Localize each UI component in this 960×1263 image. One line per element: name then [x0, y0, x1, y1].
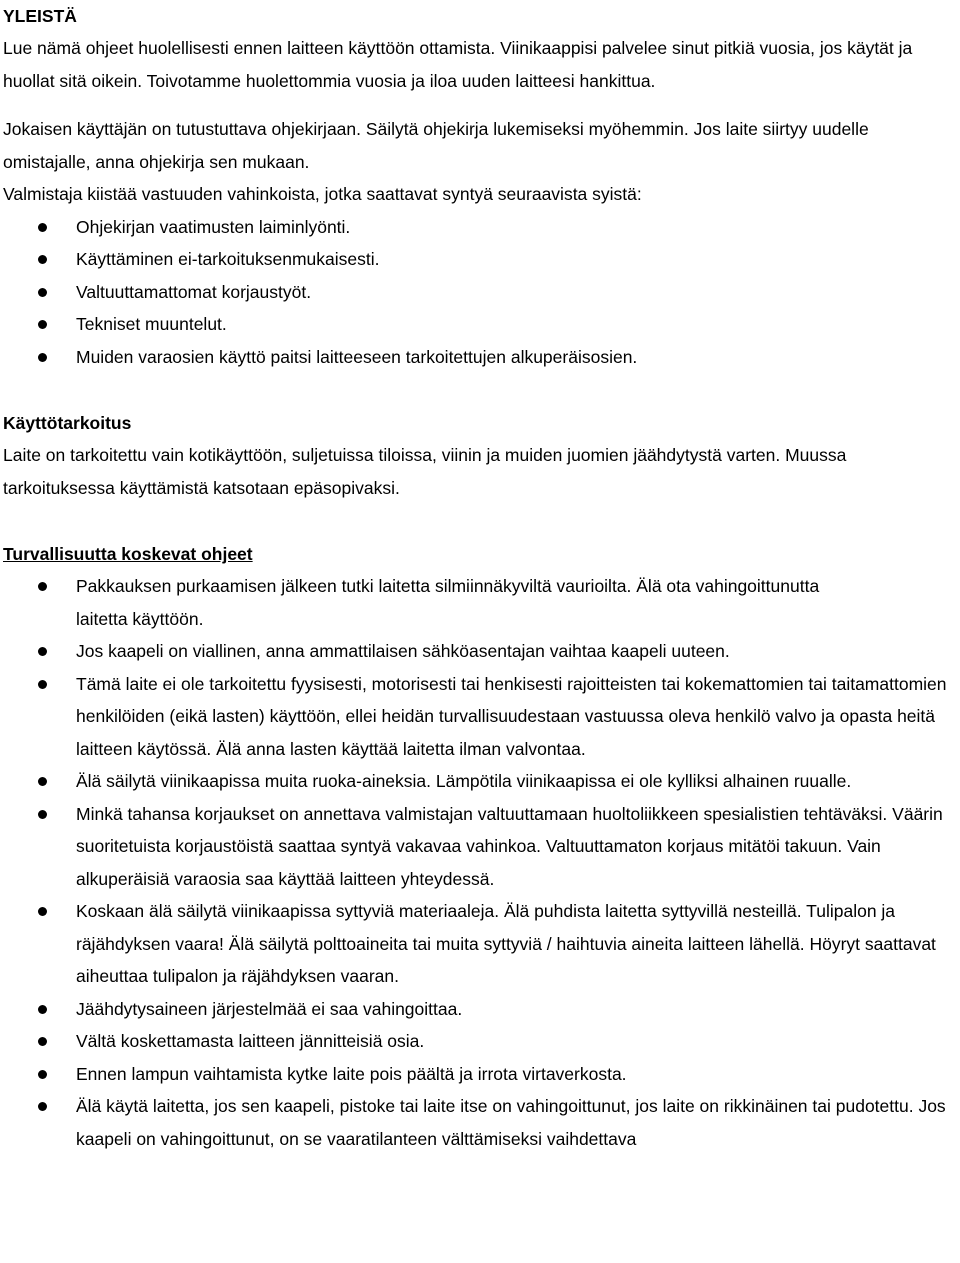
list-item: Koskaan älä säilytä viinikaapissa syttyviä materiaaleja. Älä puhdista laitetta syttyvillä nesteillä. Tulipalon ja räjähdyksen vaara! Älä säilytä polttoaineita tai muita syttyviä / haihtuvia aineita laitteen lähellä. Höyryt saattavat aiheuttaa tulipalon ja räjähdyksen vaaran.	[3, 895, 958, 993]
purpose-heading: Käyttötarkoitus	[3, 413, 132, 433]
list-item: Minkä tahansa korjaukset on annettava valmistajan valtuuttamaan huoltoliikkeen spesialistien tehtäväksi. Väärin suoritetuista korjaustöistä saattaa syntyä vakavaa vahinkoa. Valtuuttamaton korjaus mitätöi takuun. Vain alkuperäisiä varaosia saa käyttää laitteen yhteydessä.	[3, 798, 958, 896]
list-item: Jos kaapeli on viallinen, anna ammattilaisen sähköasentajan vaihtaa kaapeli uuteen.	[3, 635, 958, 668]
list-item: Valtuuttamattomat korjaustyöt.	[3, 276, 958, 309]
list-item: Muiden varaosien käyttö paitsi laitteeseen tarkoitettujen alkuperäisosien.	[3, 341, 958, 374]
purpose-paragraph: Laite on tarkoitettu vain kotikäyttöön, suljetuissa tiloissa, viinin ja muiden juomien jäähdytystä varten. Muussa tarkoituksessa käyttämistä katsotaan epäsopivaksi.	[3, 445, 847, 498]
list-item: Jäähdytysaineen järjestelmää ei saa vahingoittaa.	[3, 993, 958, 1026]
liability-list	[3, 211, 958, 374]
list-item: Älä säilytä viinikaapissa muita ruoka-aineksia. Lämpötila viinikaapissa ei ole kylliksi alhainen ruualle.	[3, 765, 958, 798]
list-item: Ennen lampun vaihtamista kytke laite pois päältä ja irrota virtaverkosta.	[3, 1058, 958, 1091]
safety-heading: Turvallisuutta koskevat ohjeet	[3, 544, 253, 564]
list-item: Käyttäminen ei-tarkoituksenmukaisesti.	[3, 243, 958, 276]
liability-intro-paragraph: Valmistaja kiistää vastuuden vahinkoista, jotka saattavat syntyä seuraavista syistä:	[3, 184, 642, 204]
general-heading: YLEISTÄ	[3, 6, 77, 26]
safety-section	[3, 538, 958, 1155]
general-section	[3, 0, 958, 373]
list-item: Ohjekirjan vaatimusten laiminlyönti.	[3, 211, 958, 244]
spacer	[3, 373, 958, 407]
spacer	[3, 97, 958, 113]
intro-paragraph: Lue nämä ohjeet huolellisesti ennen laitteen käyttöön ottamista. Viinikaappisi palvelee sinut pitkiä vuosia, jos käytät ja huollat sitä oikein. Toivotamme huolettommia vuosia ja iloa uuden laitteesi hankittua.	[3, 38, 913, 91]
purpose-section	[3, 407, 958, 504]
safety-list	[3, 570, 958, 1155]
document-page	[3, 0, 958, 1155]
manual-note-paragraph: Jokaisen käyttäjän on tutustuttava ohjekirjaan. Säilytä ohjekirja lukemiseksi myöhemmin. Jos laite siirtyy uudelle omistajalle, anna ohjekirja sen mukaan.	[3, 119, 869, 172]
spacer	[3, 504, 958, 538]
list-item: Tämä laite ei ole tarkoitettu fyysisesti, motorisesti tai henkisesti rajoitteisten tai kokemattomien tai taitamattomien henkilöiden (eikä lasten) käyttöön, ellei heidän turvallisuudestaan vastuussa oleva henkilö valvo ja opasta heitä laitteen käytössä. Älä anna lasten käyttää laitetta ilman valvontaa.	[3, 668, 958, 766]
list-item: Älä käytä laitetta, jos sen kaapeli, pistoke tai laite itse on vahingoittunut, jos laite on rikkinäinen tai pudotettu. Jos kaapeli on vahingoittunut, on se vaaratilanteen välttämiseksi vaihdettava	[3, 1090, 958, 1155]
list-item: Vältä koskettamasta laitteen jännitteisiä osia.	[3, 1025, 958, 1058]
list-item: Pakkauksen purkaamisen jälkeen tutki laitetta silmiinnäkyviltä vaurioilta. Älä ota vahingoittunutta laitetta käyttöön.	[3, 570, 958, 635]
list-item: Tekniset muuntelut.	[3, 308, 958, 341]
